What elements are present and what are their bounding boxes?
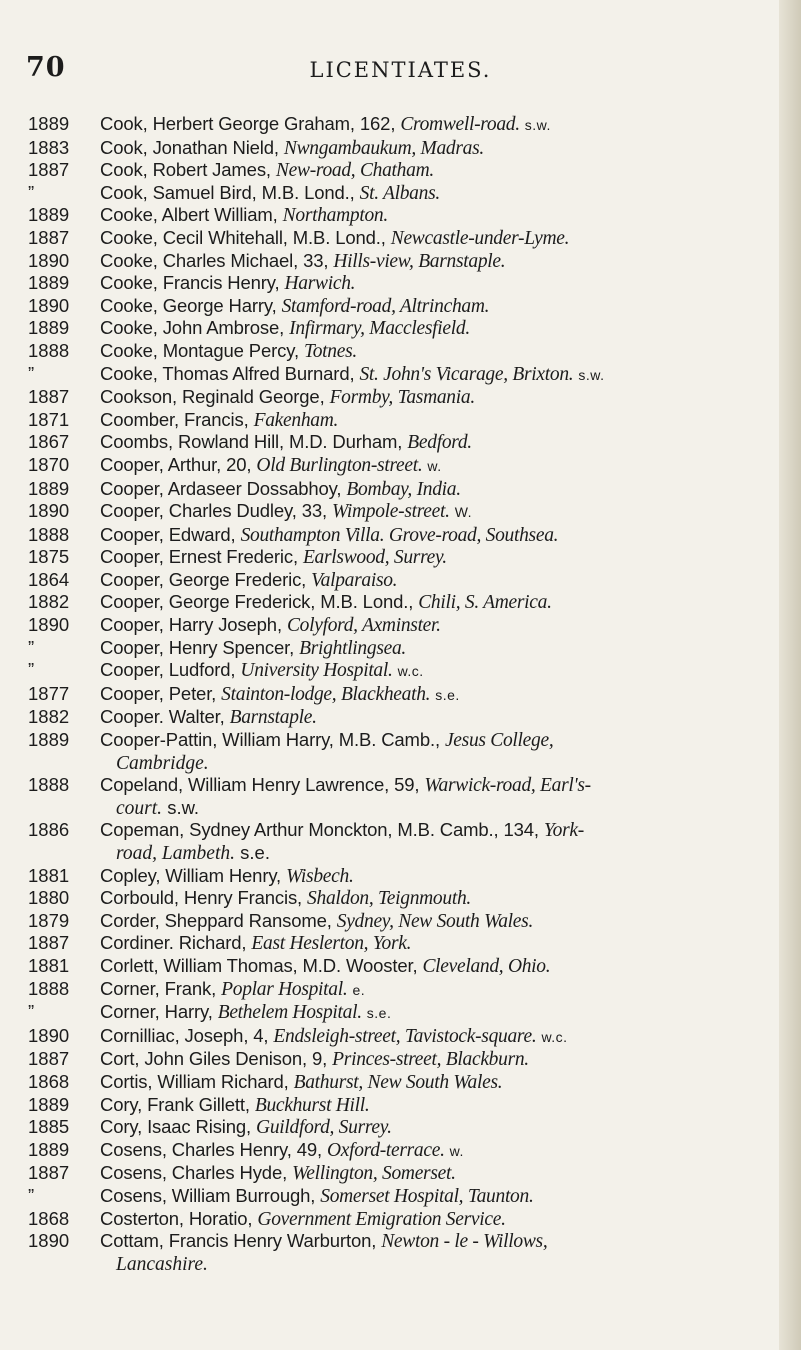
- entry-year: 1881: [28, 954, 70, 976]
- entry-row: [0, 1048, 801, 1071]
- entry-district: s.w.: [167, 796, 200, 818]
- entry-name: Cooper, Ardaseer Dossabhoy,: [100, 477, 342, 499]
- entry-address: University Hospital.: [240, 660, 393, 682]
- entry-text: [100, 250, 768, 273]
- entry-address: Totnes.: [303, 340, 357, 362]
- entry-year: 1881: [28, 864, 70, 886]
- entry-text: [100, 524, 768, 547]
- entry-name: Cook, Robert James,: [100, 159, 271, 181]
- entry-row: [0, 774, 801, 797]
- entry-row: [0, 295, 801, 318]
- entry-year: 1889: [28, 113, 70, 134]
- entry-row: [0, 932, 801, 955]
- entry-district: s.w.: [524, 117, 551, 133]
- entry-row: [0, 386, 801, 409]
- entry-row: [0, 1094, 801, 1117]
- entry-address: Chili, S. America.: [418, 592, 552, 614]
- entry-row: [0, 478, 801, 501]
- entry-address: Sydney, New South Wales.: [336, 910, 534, 932]
- entry-name: Cook, Jonathan Nield,: [100, 136, 279, 158]
- entry-text: [100, 978, 768, 1002]
- entry-address: Stamford-road, Altrincham.: [281, 295, 490, 317]
- entry-address: Old Burlington-street.: [256, 454, 423, 476]
- entry-year: ”: [28, 181, 35, 203]
- entry-text: [100, 637, 768, 660]
- entry-row: [0, 659, 801, 683]
- entry-address: Guildford, Surrey.: [256, 1117, 392, 1139]
- entry-row: [0, 317, 801, 340]
- entry-address: Endsleigh-street, Tavistock-square.: [273, 1025, 537, 1047]
- entry-name: Costerton, Horatio,: [100, 1207, 253, 1229]
- entry-row: [0, 454, 801, 478]
- entry-name: Corbould, Henry Francis,: [100, 887, 303, 909]
- entry-address: Colyford, Axminster.: [286, 615, 441, 637]
- entry-year: 1888: [28, 523, 70, 545]
- entry-address: Formby, Tasmania.: [329, 387, 475, 409]
- entry-text: [100, 340, 768, 363]
- entry-row: [0, 1001, 801, 1025]
- entry-address: New-road, Chatham.: [275, 160, 434, 182]
- entry-year: ”: [28, 362, 35, 384]
- entry-year: 1886: [28, 819, 70, 841]
- entry-name: Cook, Herbert George Graham, 162,: [100, 113, 396, 134]
- entry-address: Stainton-lodge, Blackheath.: [221, 683, 431, 705]
- entry-name: Cosens, William Burrough,: [100, 1184, 316, 1206]
- entry-text: [100, 1185, 768, 1208]
- entry-year: 1867: [28, 431, 70, 453]
- entry-year: 1887: [28, 226, 70, 248]
- entry-name: Cooke, Cecil Whitehall, M.B. Lond.,: [100, 226, 386, 248]
- entry-year: 1883: [28, 136, 70, 158]
- entry-text: [100, 159, 768, 182]
- entry-name: Cooper, Peter,: [100, 682, 217, 704]
- entry-address-cont: court.: [116, 797, 163, 819]
- entry-year: 1875: [28, 546, 70, 568]
- entry-name: Cooper, George Frederic,: [100, 568, 307, 590]
- entry-text: [100, 317, 768, 340]
- entry-text: [100, 1139, 768, 1163]
- entry-address-cont: road, Lambeth.: [116, 843, 235, 864]
- entry-text: [100, 546, 768, 569]
- entry-year: 1871: [28, 408, 70, 430]
- entry-name: Cooper, Ludford,: [100, 659, 236, 681]
- entry-district: W.: [454, 504, 473, 521]
- entry-name: Cory, Isaac Rising,: [100, 1116, 252, 1138]
- entry-name: Cort, John Giles Denison, 9,: [100, 1048, 328, 1070]
- entry-row: [0, 614, 801, 637]
- entry-address: Barnstaple.: [229, 707, 317, 729]
- entry-year: 1890: [28, 614, 70, 636]
- entry-text: [100, 1116, 768, 1139]
- entry-row: [0, 159, 801, 182]
- entry-name: Cooke, John Ambrose,: [100, 317, 285, 339]
- entry-text: [100, 1048, 768, 1071]
- entry-name: Cooper, Charles Dudley, 33,: [100, 500, 327, 522]
- entry-row: [0, 865, 801, 888]
- entry-address: Shaldon, Teignmouth.: [307, 888, 471, 910]
- entry-name: Cooper, Arthur, 20,: [100, 453, 252, 475]
- entry-address: Brightlingsea.: [299, 637, 406, 659]
- entry-text: [100, 204, 768, 227]
- entry-name: Cooper, Edward,: [100, 523, 236, 545]
- entry-row: [0, 1116, 801, 1139]
- entry-row: [0, 1025, 801, 1049]
- entry-year: 1887: [28, 932, 70, 954]
- entry-address: Somerset Hospital, Taunton.: [320, 1185, 534, 1207]
- entry-year: 1888: [28, 339, 70, 361]
- entry-name: Cooke, Albert William,: [100, 204, 278, 226]
- entry-row: [0, 113, 801, 137]
- entry-name: Cooke, Charles Michael, 33,: [100, 249, 329, 271]
- entry-text: [100, 182, 768, 205]
- entry-text: [100, 1230, 768, 1253]
- entry-address: Infirmary, Macclesfield.: [289, 318, 470, 340]
- entry-district: e.: [352, 981, 366, 998]
- entry-text: [100, 478, 768, 501]
- entry-year: ”: [28, 1001, 35, 1023]
- entry-year: 1888: [28, 774, 70, 796]
- entry-row: [0, 637, 801, 660]
- entry-text: [100, 1162, 768, 1185]
- entry-name: Corner, Harry,: [100, 1001, 213, 1023]
- entry-address: Warwick-road, Earl's-: [424, 775, 591, 797]
- entry-row: [0, 819, 801, 842]
- entry-address: Hills-view, Barnstaple.: [333, 250, 506, 272]
- entry-address-cont: Cambridge.: [116, 752, 209, 774]
- entry-text: [100, 819, 768, 842]
- running-head: LICENTIATES.: [309, 58, 492, 82]
- entry-address-cont: Lancashire.: [116, 1253, 208, 1275]
- entry-text: [100, 227, 768, 250]
- entry-address: Nwngambaukum, Madras.: [283, 137, 484, 159]
- entry-address: Wellington, Somerset.: [292, 1163, 456, 1185]
- entry-year: 1880: [28, 887, 70, 909]
- entry-address: Bedford.: [407, 432, 472, 454]
- entry-row: [0, 272, 801, 295]
- entry-year: 1887: [28, 386, 70, 408]
- entry-row: [0, 409, 801, 432]
- entry-year: 1889: [28, 317, 70, 339]
- entry-row: [0, 569, 801, 592]
- entry-name: Coomber, Francis,: [100, 408, 249, 430]
- entry-year: 1890: [28, 500, 70, 522]
- entry-year: 1882: [28, 591, 70, 613]
- entry-row: [0, 1162, 801, 1185]
- entry-name: Cory, Frank Gillett,: [100, 1093, 250, 1115]
- entry-text: [100, 1001, 768, 1025]
- entry-row: [0, 1230, 801, 1253]
- entry-name: Cooke, George Harry,: [100, 294, 277, 316]
- page-header: [0, 52, 801, 92]
- entry-name: Cooke, Francis Henry,: [100, 272, 280, 294]
- entry-address: Government Emigration Service.: [257, 1208, 506, 1230]
- entry-text: [100, 295, 768, 318]
- entry-address: Cleveland, Ohio.: [422, 955, 551, 977]
- page-number: 70: [26, 52, 66, 83]
- entry-year: ”: [28, 1184, 35, 1206]
- entry-text: [100, 1208, 768, 1231]
- entry-year: 1889: [28, 477, 70, 499]
- entry-text: [100, 683, 768, 707]
- entry-year: 1889: [28, 272, 70, 294]
- entry-text: [100, 955, 768, 978]
- entry-text: [100, 706, 768, 729]
- entry-year: 1887: [28, 159, 70, 181]
- entry-year: 1868: [28, 1070, 70, 1092]
- entry-year: 1890: [28, 249, 70, 271]
- entry-text: [100, 729, 768, 752]
- entry-name: Cooke, Thomas Alfred Burnard,: [100, 362, 355, 384]
- entry-address: Poplar Hospital.: [221, 978, 348, 1000]
- entry-year: 1870: [28, 453, 70, 475]
- entry-name: Cornilliac, Joseph, 4,: [100, 1024, 269, 1046]
- entry-name: Cosens, Charles Henry, 49,: [100, 1138, 322, 1160]
- entry-text: [100, 113, 768, 137]
- entry-text: [100, 272, 768, 295]
- entry-address: Wimpole-street.: [331, 501, 450, 523]
- entry-address: Wisbech.: [286, 865, 354, 887]
- entry-text: [100, 614, 768, 637]
- entry-text: [100, 910, 768, 933]
- entry-district: w.: [449, 1142, 464, 1159]
- entry-year: 1887: [28, 1162, 70, 1184]
- entry-row: [0, 1071, 801, 1094]
- entry-address: Oxford-terrace.: [326, 1139, 445, 1161]
- entry-address: Bethelem Hospital.: [217, 1002, 362, 1024]
- entry-row: [0, 250, 801, 273]
- entry-row: [0, 591, 801, 614]
- entry-district: w.c.: [397, 663, 424, 680]
- entry-name: Coombs, Rowland Hill, M.D. Durham,: [100, 431, 403, 453]
- entry-text: [100, 887, 768, 910]
- entry-row: [0, 910, 801, 933]
- entry-text: [100, 431, 768, 454]
- entry-row: [0, 363, 801, 387]
- entry-text: [100, 1071, 768, 1094]
- entry-year: ”: [28, 659, 35, 681]
- entry-year: 1890: [28, 1230, 70, 1252]
- entry-address: Bathurst, New South Wales.: [293, 1071, 503, 1093]
- entry-name: Copeland, William Henry Lawrence, 59,: [100, 774, 420, 796]
- entry-row: [0, 978, 801, 1002]
- entry-text: [100, 774, 768, 797]
- entry-row: [0, 1185, 801, 1208]
- entry-address: Earlswood, Surrey.: [302, 547, 447, 569]
- entry-row: [0, 524, 801, 547]
- entry-continuation: [100, 797, 768, 820]
- entry-address: York-: [543, 820, 584, 842]
- entry-row: [0, 431, 801, 454]
- entry-year: 1887: [28, 1048, 70, 1070]
- entry-name: Cooper, Ernest Frederic,: [100, 546, 298, 568]
- entry-row: [0, 500, 801, 524]
- entry-continuation: [100, 752, 768, 775]
- entry-text: [100, 1025, 768, 1049]
- entry-address: Southampton Villa. Grove-road, Southsea.: [240, 524, 559, 546]
- entry-address: Newton - le - Willows,: [381, 1231, 548, 1253]
- entry-row: [0, 340, 801, 363]
- entry-address: Jesus College,: [444, 730, 554, 752]
- entry-text: [100, 386, 768, 409]
- entry-row: [0, 729, 801, 752]
- entry-row: [0, 683, 801, 707]
- entry-name: Cortis, William Richard,: [100, 1070, 289, 1092]
- entry-row: [0, 887, 801, 910]
- entry-district: s.e.: [240, 842, 270, 863]
- entry-text: [100, 932, 768, 955]
- entry-name: Copeman, Sydney Arthur Monckton, M.B. Camb., 134,: [100, 819, 539, 841]
- entry-address: Cromwell-road.: [400, 114, 520, 135]
- entry-address: Buckhurst Hill.: [254, 1094, 370, 1116]
- entry-address: St. Albans.: [359, 182, 440, 204]
- entry-name: Corder, Sheppard Ransome,: [100, 909, 332, 931]
- entry-name: Cooke, Montague Percy,: [100, 339, 299, 361]
- entry-year: 1890: [28, 294, 70, 316]
- entry-name: Cordiner. Richard,: [100, 932, 247, 954]
- entry-district: w.: [427, 457, 442, 474]
- entry-name: Corlett, William Thomas, M.D. Wooster,: [100, 954, 418, 976]
- entry-name: Cottam, Francis Henry Warburton,: [100, 1230, 377, 1252]
- entry-row: [0, 204, 801, 227]
- entry-year: 1877: [28, 682, 70, 704]
- entry-name: Cook, Samuel Bird, M.B. Lond.,: [100, 181, 355, 203]
- entry-district: s.e.: [366, 1005, 392, 1022]
- entry-year: 1888: [28, 977, 70, 999]
- entry-year: ”: [28, 636, 35, 658]
- entry-year: 1882: [28, 706, 70, 728]
- entry-address: Newcastle-under-Lyme.: [390, 227, 570, 249]
- entry-name: Cooper, George Frederick, M.B. Lond.,: [100, 591, 414, 613]
- entry-district: s.w.: [578, 366, 605, 383]
- entry-name: Cooper, Henry Spencer,: [100, 636, 295, 658]
- entry-text: [100, 137, 768, 160]
- entry-row: [0, 1139, 801, 1163]
- entry-name: Cookson, Reginald George,: [100, 386, 325, 408]
- entry-row: [0, 955, 801, 978]
- entry-row: [0, 227, 801, 250]
- entry-address: St. John's Vicarage, Brixton.: [359, 363, 574, 385]
- entry-name: Cosens, Charles Hyde,: [100, 1162, 288, 1184]
- entry-address: Fakenham.: [253, 409, 339, 431]
- entry-year: 1889: [28, 204, 70, 226]
- entry-row: [0, 706, 801, 729]
- entry-address: Valparaiso.: [311, 569, 398, 591]
- entry-text: [100, 500, 768, 524]
- entry-text: [100, 454, 768, 478]
- entry-address: Princes-street, Blackburn.: [332, 1049, 529, 1071]
- entry-year: 1868: [28, 1207, 70, 1229]
- entry-year: 1889: [28, 729, 70, 751]
- entry-row: [0, 182, 801, 205]
- entry-district: s.e.: [435, 686, 460, 703]
- entry-year: 1864: [28, 568, 70, 590]
- page-edge: [779, 0, 801, 1350]
- entry-name: Cooper. Walter,: [100, 706, 225, 728]
- entry-continuation: [100, 842, 768, 865]
- entry-row: [0, 137, 801, 160]
- entry-text: [100, 569, 768, 592]
- entry-text: [100, 659, 768, 683]
- entry-address: East Heslerton, York.: [251, 933, 412, 955]
- entry-year: 1885: [28, 1116, 70, 1138]
- entry-continuation: [100, 1253, 768, 1276]
- entry-year: 1889: [28, 1138, 70, 1160]
- entry-name: Copley, William Henry,: [100, 864, 282, 886]
- entry-row: [0, 1208, 801, 1231]
- entry-address: Bombay, India.: [346, 478, 461, 500]
- entry-year: 1879: [28, 909, 70, 931]
- entry-year: 1889: [28, 1093, 70, 1115]
- licentiate-list: [0, 113, 801, 1275]
- entry-text: [100, 591, 768, 614]
- entry-name: Cooper, Harry Joseph,: [100, 614, 282, 636]
- entry-text: [100, 409, 768, 432]
- entry-address: Harwich.: [284, 273, 356, 295]
- entry-text: [100, 363, 768, 387]
- entry-text: [100, 865, 768, 888]
- entry-text: [100, 1094, 768, 1117]
- entry-district: w.c.: [541, 1028, 568, 1045]
- entry-address: Northampton.: [282, 205, 388, 227]
- entry-year: 1890: [28, 1024, 70, 1046]
- entry-row: [0, 546, 801, 569]
- entry-name: Corner, Frank,: [100, 977, 217, 999]
- entry-name: Cooper-Pattin, William Harry, M.B. Camb.,: [100, 729, 440, 751]
